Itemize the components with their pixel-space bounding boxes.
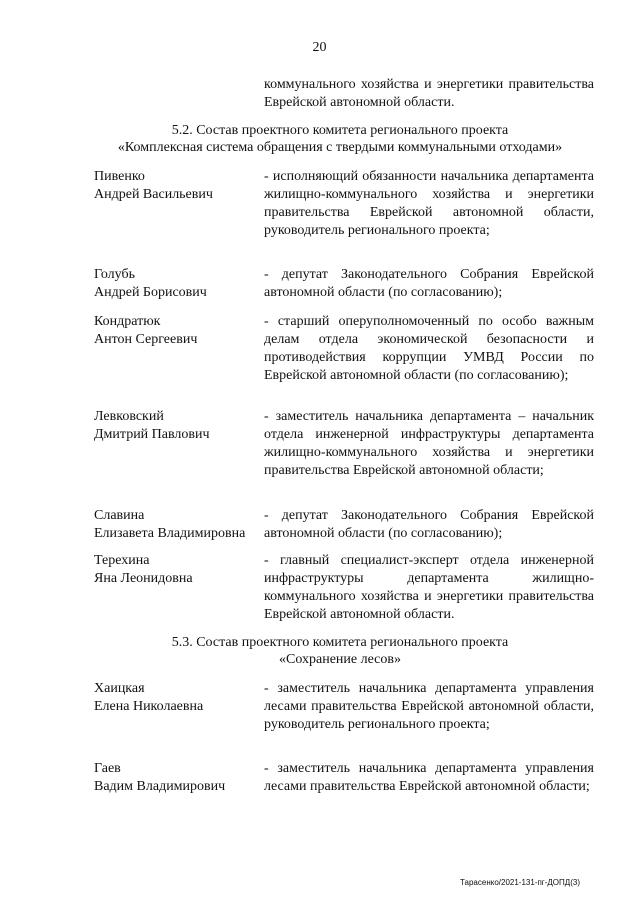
member-surname: Хаицкая <box>94 681 145 696</box>
member-given-name: Дмитрий Павлович <box>94 427 210 442</box>
section-title-line: «Сохранение лесов» <box>279 652 401 667</box>
document-footer-code: Тарасенко/2021-131-пг-ДОПД(3) <box>460 878 580 887</box>
member-surname: Славина <box>94 508 145 523</box>
member-surname: Левковский <box>94 409 164 424</box>
member-given-name: Яна Леонидовна <box>94 571 193 586</box>
member-role: - депутат Законодательного Собрания Еврейской автономной области (по согласованию); <box>264 508 594 541</box>
section-title-line: «Комплексная система обращения с твердыми коммунальными отходами» <box>117 140 563 155</box>
member-role: - заместитель начальника департамента – начальник отдела инженерной инфраструктуры департамента жилищно-коммунального хозяйства и энергетики правительства Еврейской автономной области; <box>264 409 594 478</box>
member-name <box>94 507 264 543</box>
intro-text: коммунального хозяйства и энергетики правительства Еврейской автономной области. <box>264 77 594 110</box>
section-title-5-3 <box>60 634 620 668</box>
section-title-line: 5.3. Состав проектного комитета регионального проекта <box>171 635 509 650</box>
member-given-name: Антон Сергеевич <box>94 332 198 347</box>
member-name <box>94 408 264 444</box>
member-given-name: Андрей Васильевич <box>94 187 213 202</box>
section-title-5-2 <box>60 122 620 156</box>
page-number: 20 <box>312 40 327 55</box>
section-title-line: 5.2. Состав проектного комитета регионального проекта <box>171 123 509 138</box>
member-name <box>94 680 264 716</box>
member-surname: Гаев <box>94 761 121 776</box>
member-name <box>94 760 264 796</box>
member-name <box>94 266 264 302</box>
member-surname: Терехина <box>94 553 150 568</box>
member-role: - депутат Законодательного Собрания Еврейской автономной области (по согласованию); <box>264 267 594 300</box>
member-given-name: Елена Николаевна <box>94 699 204 714</box>
member-surname: Кондратюк <box>94 314 161 329</box>
member-role: - главный специалист-эксперт отдела инженерной инфраструктуры департамента жилищно-коммунального хозяйства и энергетики правительства Еврейской автономной области. <box>264 553 594 622</box>
member-given-name: Елизавета Владимировна <box>94 526 246 541</box>
member-name <box>94 313 264 349</box>
member-role: - старший оперуполномоченный по особо важным делам отдела экономической безопасности и противодействия коррупции УМВД России по Еврейской автономной области (по согласованию); <box>264 314 594 383</box>
member-name <box>94 552 264 588</box>
member-name <box>94 168 264 204</box>
member-role: - исполняющий обязанности начальника департамента жилищно-коммунального хозяйства и энергетики правительства Еврейской автономной области, руководитель регионального проекта; <box>264 169 594 238</box>
member-given-name: Андрей Борисович <box>94 285 207 300</box>
member-role: - заместитель начальника департамента управления лесами правительства Еврейской автономной области; <box>264 761 594 794</box>
member-role: - заместитель начальника департамента управления лесами правительства Еврейской автономной области, руководитель регионального проекта; <box>264 681 594 732</box>
member-given-name: Вадим Владимирович <box>94 779 226 794</box>
member-surname: Пивенко <box>94 169 145 184</box>
member-surname: Голубь <box>94 267 135 282</box>
